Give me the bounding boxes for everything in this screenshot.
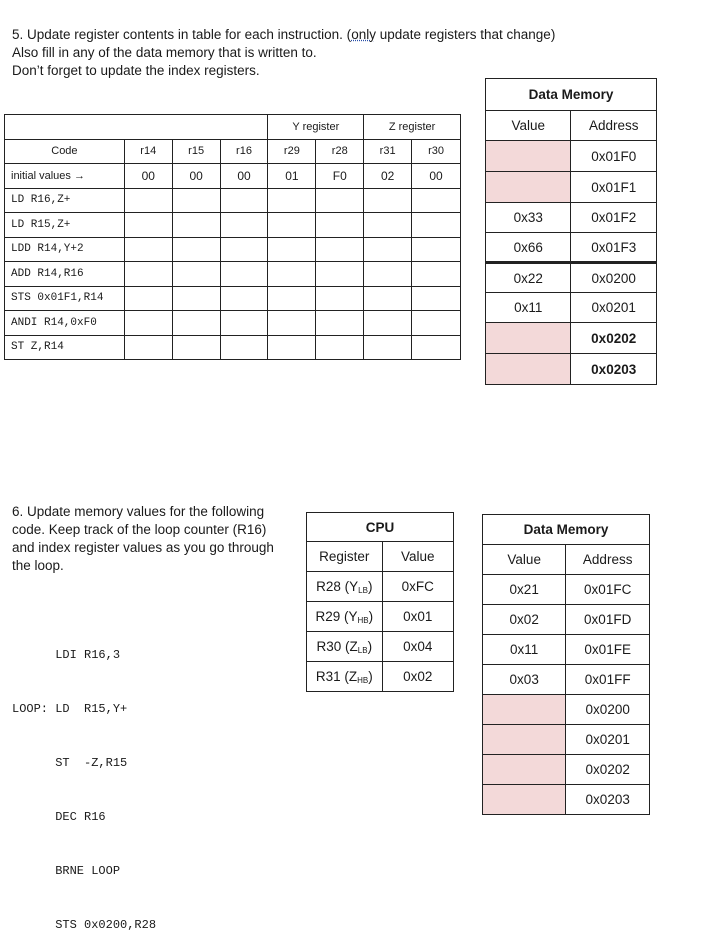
initial-r29: 01: [268, 164, 316, 189]
instruction-row: [5, 213, 461, 238]
value-header: Value: [382, 542, 453, 572]
data-memory-table-2: [482, 514, 650, 815]
memory-address: 0x01FF: [566, 665, 650, 695]
cpu-row: [307, 572, 454, 602]
register-cell[interactable]: [172, 286, 220, 311]
register-cell[interactable]: [124, 335, 172, 360]
cpu-register-table: [306, 512, 454, 692]
memory-title: Data Memory: [483, 515, 650, 545]
register-cell[interactable]: [316, 335, 364, 360]
col-header-r28: r28: [316, 139, 364, 164]
instruction-code: ADD R14,R16: [5, 262, 125, 287]
instruction-row: [5, 262, 461, 287]
register-cell[interactable]: [364, 237, 412, 262]
register-cell[interactable]: [316, 188, 364, 213]
instruction-code: STS 0x01F1,R14: [5, 286, 125, 311]
column-header-row: [5, 139, 461, 164]
register-cell[interactable]: [220, 262, 268, 287]
register-cell[interactable]: [364, 262, 412, 287]
memory-row: [483, 665, 650, 695]
memory-value-cell: 0x21: [483, 575, 566, 605]
memory-row: [486, 293, 657, 323]
memory-address: 0x0201: [571, 293, 657, 323]
address-header: Address: [566, 545, 650, 575]
memory-address: 0x0200: [571, 263, 657, 293]
memory-address: 0x01F2: [571, 203, 657, 233]
memory-header-row: [486, 111, 657, 141]
cpu-register-name: R28 $(Y_{LB})$: [307, 572, 383, 602]
register-cell[interactable]: [316, 262, 364, 287]
register-cell[interactable]: [124, 286, 172, 311]
register-table: [4, 114, 461, 360]
code-line: STS 0x0200,R28: [12, 918, 157, 932]
register-cell[interactable]: [412, 188, 461, 213]
instruction-row: [5, 237, 461, 262]
memory-address: 0x01F3: [571, 233, 657, 263]
memory-row: [486, 141, 657, 172]
z-register-label: Z register: [364, 115, 461, 140]
code-line: LDI R16,3: [12, 648, 121, 662]
register-cell[interactable]: [412, 262, 461, 287]
register-cell[interactable]: [316, 237, 364, 262]
register-cell[interactable]: [364, 213, 412, 238]
data-memory-table-1: [485, 78, 657, 385]
cpu-register-value: 0x04: [382, 632, 453, 662]
instruction-code: ANDI R14,0xF0: [5, 311, 125, 336]
cpu-register-value: 0x02: [382, 662, 453, 692]
q5-line-3: Don’t forget to update the index registers.: [12, 63, 260, 78]
memory-address: 0x0201: [566, 725, 650, 755]
memory-address: 0x0202: [566, 755, 650, 785]
register-cell[interactable]: [124, 311, 172, 336]
instruction-code: LDD R14,Y+2: [5, 237, 125, 262]
memory-value-cell: 0x11: [486, 293, 571, 323]
memory-header-row: [483, 545, 650, 575]
memory-title-row: [486, 79, 657, 111]
register-cell[interactable]: [364, 335, 412, 360]
memory-address: 0x01F0: [571, 141, 657, 172]
blank-header-cell: [5, 115, 268, 140]
cpu-row: [307, 632, 454, 662]
memory-row: [483, 605, 650, 635]
col-header-r30: r30: [412, 139, 461, 164]
memory-row: [486, 263, 657, 293]
cpu-register-value: 0xFC: [382, 572, 453, 602]
register-cell[interactable]: [364, 311, 412, 336]
q5-line-1: 5. Update register contents in table for each instruction. (only update registers that change): [12, 27, 556, 42]
register-cell[interactable]: [172, 213, 220, 238]
q6-line-1: 6. Update memory values for the following: [12, 504, 265, 519]
register-cell[interactable]: [220, 286, 268, 311]
register-cell[interactable]: [412, 237, 461, 262]
col-header-code: Code: [5, 139, 125, 164]
col-header-r14: r14: [124, 139, 172, 164]
memory-row: [483, 635, 650, 665]
cpu-title-row: [307, 513, 454, 542]
register-cell[interactable]: [268, 262, 316, 287]
memory-value-cell: 0x66: [486, 233, 571, 263]
initial-values-label: initial values →: [5, 164, 125, 189]
register-cell[interactable]: [220, 213, 268, 238]
memory-address: 0x0203: [571, 354, 657, 385]
register-cell[interactable]: [220, 335, 268, 360]
register-cell[interactable]: [220, 237, 268, 262]
memory-address: 0x0203: [566, 785, 650, 815]
memory-value-cell[interactable]: [486, 141, 571, 172]
cpu-register-name: R29 $(Y_{HB})$: [307, 602, 383, 632]
instruction-code: ST Z,R14: [5, 335, 125, 360]
register-cell[interactable]: [124, 188, 172, 213]
cpu-register-value: 0x01: [382, 602, 453, 632]
memory-value-cell[interactable]: [483, 695, 566, 725]
instruction-row: [5, 311, 461, 336]
memory-address: 0x01FC: [566, 575, 650, 605]
register-cell[interactable]: [316, 286, 364, 311]
assembly-code-block: [12, 610, 156, 952]
register-cell[interactable]: [172, 237, 220, 262]
memory-address: 0x01F1: [571, 172, 657, 203]
instruction-code: LD R15,Z+: [5, 213, 125, 238]
register-cell[interactable]: [412, 335, 461, 360]
question-5-text: [12, 26, 555, 80]
register-cell[interactable]: [124, 262, 172, 287]
register-cell[interactable]: [412, 311, 461, 336]
register-cell[interactable]: [220, 311, 268, 336]
register-cell[interactable]: [364, 188, 412, 213]
register-cell[interactable]: [268, 335, 316, 360]
value-header: Value: [483, 545, 566, 575]
address-header: Address: [571, 111, 657, 141]
memory-value-cell[interactable]: [483, 725, 566, 755]
code-line: LOOP: LD R15,Y+: [12, 702, 128, 716]
cpu-title: CPU: [307, 513, 454, 542]
memory-address: 0x0200: [566, 695, 650, 725]
register-cell[interactable]: [124, 213, 172, 238]
memory-address: 0x01FD: [566, 605, 650, 635]
memory-value-cell: 0x02: [483, 605, 566, 635]
register-cell[interactable]: [268, 237, 316, 262]
register-header: Register: [307, 542, 383, 572]
memory-value-cell[interactable]: [486, 323, 571, 354]
memory-row: [486, 172, 657, 203]
cpu-header-row: [307, 542, 454, 572]
cpu-register-name: R30 $(Z_{LB})$: [307, 632, 383, 662]
memory-row: [486, 233, 657, 263]
register-cell[interactable]: [268, 213, 316, 238]
initial-r30: 00: [412, 164, 461, 189]
instruction-row: [5, 286, 461, 311]
col-header-r31: r31: [364, 139, 412, 164]
cpu-register-name: R31 $(Z_{HB})$: [307, 662, 383, 692]
register-cell[interactable]: [172, 188, 220, 213]
code-line: BRNE LOOP: [12, 864, 121, 878]
memory-address: 0x0202: [571, 323, 657, 354]
register-cell[interactable]: [412, 286, 461, 311]
q6-line-3: and index register values as you go through: [12, 540, 274, 555]
col-header-r16: r16: [220, 139, 268, 164]
value-header: Value: [486, 111, 571, 141]
memory-value-cell: 0x11: [483, 635, 566, 665]
initial-values-row: [5, 164, 461, 189]
memory-row: [483, 725, 650, 755]
initial-r28: F0: [316, 164, 364, 189]
col-header-r15: r15: [172, 139, 220, 164]
memory-address: 0x01FE: [566, 635, 650, 665]
register-cell[interactable]: [412, 213, 461, 238]
memory-row: [483, 575, 650, 605]
col-header-r29: r29: [268, 139, 316, 164]
memory-row: [483, 785, 650, 815]
register-cell[interactable]: [316, 213, 364, 238]
memory-title-row: [483, 515, 650, 545]
y-register-label: Y register: [268, 115, 364, 140]
cpu-row: [307, 662, 454, 692]
memory-value-cell[interactable]: [483, 785, 566, 815]
memory-value-cell: 0x33: [486, 203, 571, 233]
register-cell[interactable]: [220, 188, 268, 213]
register-cell[interactable]: [268, 188, 316, 213]
memory-row: [486, 203, 657, 233]
memory-value-cell[interactable]: [486, 354, 571, 385]
q6-line-2: code. Keep track of the loop counter (R16): [12, 522, 267, 537]
q5-line-2: Also fill in any of the data memory that is written to.: [12, 45, 317, 60]
instruction-row: [5, 188, 461, 213]
memory-title: Data Memory: [486, 79, 657, 111]
register-cell[interactable]: [364, 286, 412, 311]
register-cell[interactable]: [316, 311, 364, 336]
instruction-code: LD R16,Z+: [5, 188, 125, 213]
code-line: ST -Z,R15: [12, 756, 128, 770]
register-cell[interactable]: [268, 311, 316, 336]
register-cell[interactable]: [268, 286, 316, 311]
q6-line-4: the loop.: [12, 558, 64, 573]
question-6-text: [12, 503, 274, 575]
memory-row: [486, 323, 657, 354]
memory-value-cell[interactable]: [483, 755, 566, 785]
memory-value-cell: 0x22: [486, 263, 571, 293]
initial-r15: 00: [172, 164, 220, 189]
register-cell[interactable]: [124, 237, 172, 262]
register-cell[interactable]: [172, 262, 220, 287]
memory-row: [483, 755, 650, 785]
memory-row: [486, 354, 657, 385]
memory-row: [483, 695, 650, 725]
cpu-row: [307, 602, 454, 632]
initial-r31: 02: [364, 164, 412, 189]
initial-r16: 00: [220, 164, 268, 189]
instruction-row: [5, 335, 461, 360]
memory-value-cell[interactable]: [486, 172, 571, 203]
register-group-header-row: [5, 115, 461, 140]
register-cell[interactable]: [172, 335, 220, 360]
initial-r14: 00: [124, 164, 172, 189]
register-cell[interactable]: [172, 311, 220, 336]
memory-value-cell: 0x03: [483, 665, 566, 695]
code-line: DEC R16: [12, 810, 106, 824]
